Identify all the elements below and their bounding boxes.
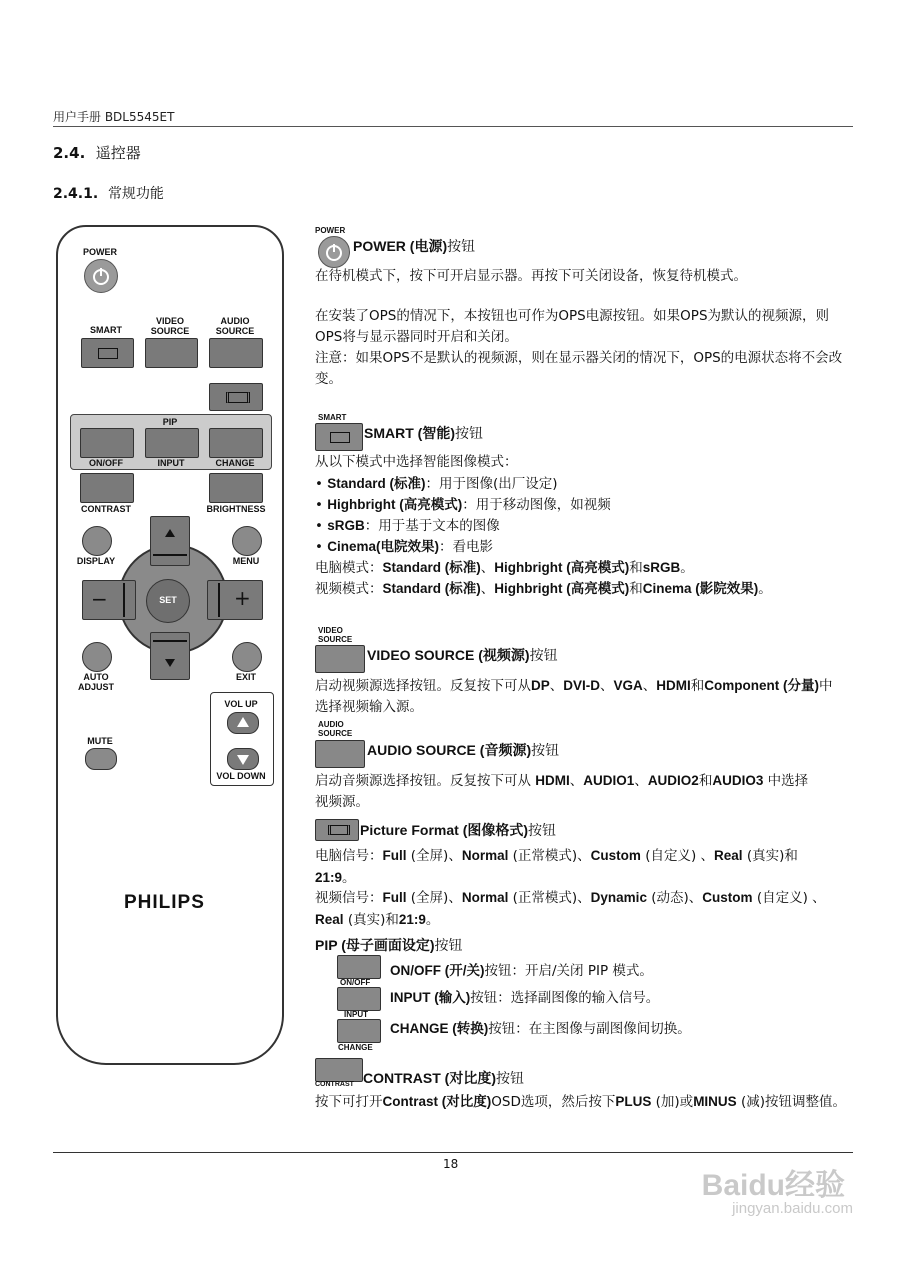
pip-onoff-desc — [390, 960, 850, 982]
remote-power-button[interactable] — [84, 259, 118, 293]
pip-title — [315, 935, 463, 955]
v-s4: HDMI — [656, 678, 691, 693]
remote-pip-onoff-button[interactable] — [80, 428, 134, 458]
pip-input-title: INPUT (输入) — [390, 990, 471, 1005]
v-and: 和 — [690, 678, 705, 694]
v-t2: 中选择视频输入源。 — [315, 678, 833, 715]
c-t3: (加)或 — [651, 1094, 694, 1110]
audio-icon-caption: AUDIO SOURCE — [318, 720, 353, 738]
p-v-3t: (动态)、 — [646, 890, 703, 906]
power-p2: 在安装了OPS的情况下，本按钮也可作为OPS电源按钮。如果OPS为默认的视频源，则OPS将与显示器同时开启和关闭。 — [315, 308, 830, 345]
pip-change-text: 按钮：在主图像与副图像间切换。 — [488, 1021, 691, 1037]
remote-set-button[interactable] — [146, 579, 190, 623]
contrast-icon-caption: CONTRAST — [315, 1081, 354, 1088]
contrast-sec-icon — [315, 1058, 363, 1082]
c-t2: OSD选项，然后按下 — [491, 1094, 616, 1110]
picture-title — [360, 820, 556, 840]
remote-audio-source-label: AUDIO SOURCE — [215, 316, 255, 336]
a-c1: 、 — [569, 773, 584, 789]
vid-a: Standard (标准) — [382, 581, 481, 596]
power-p3: 注意：如果OPS不是默认的视频源，则在显示器关闭的情况下，OPS的电源状态将不会改变。 — [315, 350, 843, 387]
remote-brightness-button[interactable] — [209, 473, 263, 503]
picture-title-suffix: 按钮 — [528, 822, 557, 838]
picture-format-icon — [226, 392, 250, 403]
p-pc-4t: (真实)和 — [742, 848, 798, 864]
smart-sec-icon — [315, 423, 363, 451]
pip-input-icon — [337, 987, 381, 1011]
v-c2: 、 — [600, 678, 614, 694]
pc-c: sRGB — [642, 560, 681, 575]
p-v-end: 。 — [425, 912, 440, 928]
b2-bold: Highbright (高亮模式) — [327, 497, 463, 512]
p-v-5t: (真实)和 — [343, 912, 399, 928]
p-pc-1t: (全屏)、 — [406, 848, 462, 864]
remote-picture-format-button[interactable] — [209, 383, 263, 411]
p-v-1t: (全屏)、 — [406, 890, 462, 906]
remote-mute-button[interactable] — [85, 748, 117, 770]
picture-video — [315, 887, 840, 931]
smart-intro: 从以下模式中选择智能图像模式： — [315, 454, 518, 470]
power-icon — [85, 260, 117, 292]
remote-onoff-label: ON/OFF — [89, 458, 123, 468]
power-sec-icon — [318, 236, 350, 268]
plus-glyph: + — [234, 586, 251, 610]
p-pc-5: 21:9 — [315, 870, 343, 885]
remote-vol-up-button[interactable] — [227, 712, 259, 734]
remote-plus-button[interactable] — [207, 580, 263, 620]
v-s2: DVI-D — [563, 678, 601, 693]
video-title-text: VIDEO SOURCE (视频源) — [367, 647, 530, 663]
vid-sep: 、 — [480, 581, 495, 597]
p-v-2t: (正常模式)、 — [508, 890, 591, 906]
p-v-6: 21:9 — [398, 912, 426, 927]
remote-auto-adjust-label: AUTO ADJUST — [77, 672, 114, 692]
remote-vol-down-button[interactable] — [227, 748, 259, 770]
b1-text: ：用于图像(出厂设定) — [425, 476, 558, 492]
audio-desc — [315, 770, 815, 813]
vol-up-icon — [228, 713, 258, 733]
remote-change-label: CHANGE — [215, 458, 255, 468]
remote-smart-button[interactable] — [81, 338, 134, 368]
remote-pip-input-button[interactable] — [145, 428, 199, 458]
vid-and: 和 — [629, 581, 643, 597]
p-v-2: Normal — [461, 890, 509, 905]
pip-change-icon — [337, 1019, 381, 1043]
vol-down-icon — [228, 749, 258, 769]
remote-mute-label: MUTE — [87, 736, 113, 746]
v-c3: 、 — [642, 678, 657, 694]
pc-and: 和 — [629, 560, 643, 576]
smart-bullet-1: • Standard (标准)：用于图像(出厂设定) — [315, 476, 558, 492]
smart-bullet-2: • Highbright (高亮模式)：用于移动图像，如视频 — [315, 497, 611, 513]
smart-video-mode — [315, 578, 835, 600]
v-s5: Component (分量) — [704, 678, 820, 693]
p-v-4: Custom — [702, 890, 753, 905]
pip-onoff-title: ON/OFF (开/关) — [390, 963, 485, 978]
smart-title-text: SMART (智能) — [364, 425, 455, 441]
remote-vol-down-label: VOL DOWN — [216, 771, 266, 781]
remote-input-label: INPUT — [157, 458, 185, 468]
remote-up-button[interactable] — [150, 516, 190, 566]
power-p1: 在待机模式下，按下可开启显示器。再按下可关闭设备，恢复待机模式。 — [315, 268, 747, 284]
p-pc-2: Normal — [461, 848, 509, 863]
remote-pip-change-button[interactable] — [209, 428, 263, 458]
a-and: 和 — [698, 773, 713, 789]
audio-title — [367, 740, 559, 760]
remote-display-button[interactable] — [82, 526, 112, 556]
remote-brightness-label: BRIGHTNESS — [206, 504, 266, 514]
remote-minus-button[interactable] — [82, 580, 136, 620]
b3-bold: sRGB — [327, 518, 365, 533]
remote-exit-button[interactable] — [232, 642, 262, 672]
b1-bold: Standard (标准) — [327, 476, 426, 491]
power-title-text: POWER (电源) — [353, 238, 448, 254]
manual-header: 用户手册 BDL5545ET — [53, 110, 175, 124]
vid-lead: 视频模式： — [315, 581, 383, 597]
vid-c: Cinema (影院效果) — [642, 581, 759, 596]
subsection-number: 2.4.1. — [53, 186, 99, 202]
footer-divider — [53, 1152, 853, 1153]
p-pc-end: 。 — [342, 870, 356, 886]
pip-input-text: 按钮：选择副图像的输入信号。 — [470, 990, 660, 1006]
contrast-title — [363, 1068, 524, 1088]
remote-exit-label: EXIT — [235, 672, 256, 682]
set-label: SET — [159, 595, 177, 605]
pip-change-desc — [390, 1018, 850, 1040]
c-s1: Contrast (对比度) — [382, 1094, 492, 1109]
p-v-5: Real — [315, 912, 344, 927]
minus-divider — [123, 583, 125, 617]
plus-divider — [218, 583, 220, 617]
audio-title-text: AUDIO SOURCE (音频源) — [367, 742, 532, 758]
remote-vol-up-label: VOL UP — [224, 699, 258, 709]
c-t4: (减)按钮调整值。 — [736, 1094, 847, 1110]
a-s3: AUDIO2 — [647, 773, 699, 788]
remote-video-source-button[interactable] — [145, 338, 198, 368]
remote-down-button[interactable] — [150, 632, 190, 680]
minus-glyph: − — [91, 587, 108, 611]
b4-bold: Cinema(电院效果) — [327, 539, 440, 554]
v-c1: 、 — [549, 678, 564, 694]
power-title — [353, 236, 475, 256]
vid-b: Highbright (高亮模式) — [494, 581, 630, 596]
contrast-title-text: CONTRAST (对比度) — [363, 1070, 496, 1086]
smart-bullet-3: • sRGB：用于基于文本的图像 — [315, 518, 500, 534]
down-arrow-icon — [151, 633, 189, 679]
contrast-desc — [315, 1091, 860, 1113]
power-icon-caption: POWER — [315, 226, 346, 235]
remote-menu-label: MENU — [232, 556, 260, 566]
v-s3: VGA — [613, 678, 643, 693]
smart-bullet-4: • Cinema(电院效果)：看电影 — [315, 539, 494, 555]
picture-title-text: Picture Format (图像格式) — [360, 822, 529, 838]
picture-format-icon — [328, 825, 350, 835]
pc-lead: 电脑模式： — [315, 560, 383, 576]
pip-title-text: PIP (母子画面设定) — [315, 937, 435, 953]
smart-icon — [98, 348, 118, 359]
b3-text: ：用于基于文本的图像 — [364, 518, 500, 534]
p-pc-lead: 电脑信号： — [315, 848, 383, 864]
p-v-1: Full — [382, 890, 407, 905]
remote-menu-button[interactable] — [232, 526, 262, 556]
section-title: 遥控器 — [95, 144, 141, 162]
remote-power-label: POWER — [82, 247, 117, 257]
picture-sec-icon — [315, 819, 359, 841]
video-icon-caption: VIDEO SOURCE — [318, 626, 353, 644]
c-s2: PLUS — [615, 1094, 652, 1109]
pip-title-suffix: 按钮 — [434, 937, 463, 953]
p-pc-3t: (自定义) 、 — [640, 848, 715, 864]
p-v-3: Dynamic — [590, 890, 647, 905]
p-pc-4: Real — [714, 848, 743, 863]
remote-audio-source-button[interactable] — [209, 338, 263, 368]
remote-display-label: DISPLAY — [76, 556, 116, 566]
pip-onoff-text: 按钮：开启/关闭 PIP 模式。 — [484, 963, 653, 979]
contrast-title-suffix: 按钮 — [496, 1070, 524, 1086]
a-c2: 、 — [634, 773, 648, 789]
remote-auto-adjust-button[interactable] — [82, 642, 112, 672]
pc-end: 。 — [680, 560, 694, 576]
watermark-url: jingyan.baidu.com — [732, 1200, 853, 1217]
a-t1: 启动音频源选择按钮。反复按下可从 — [315, 773, 536, 789]
p-pc-3: Custom — [590, 848, 641, 863]
remote-video-source-label: VIDEO SOURCE — [150, 316, 190, 336]
up-arrow-icon — [151, 517, 189, 565]
smart-title — [364, 423, 483, 443]
a-t2: 中选择视频源。 — [315, 773, 809, 810]
page-number: 18 — [443, 1157, 459, 1171]
p-v-lead: 视频信号： — [315, 890, 383, 906]
remote-smart-label: SMART — [90, 325, 122, 335]
section-heading — [53, 142, 141, 163]
audio-sec-icon — [315, 740, 365, 768]
pip-change-caption: CHANGE — [338, 1043, 373, 1052]
pc-sep: 、 — [480, 560, 495, 576]
smart-icon — [330, 432, 350, 443]
video-desc — [315, 675, 835, 718]
philips-logo: PHILIPS — [124, 892, 205, 913]
section-number: 2.4. — [53, 144, 86, 162]
smart-title-suffix: 按钮 — [455, 425, 483, 441]
pip-change-title: CHANGE (转换) — [390, 1021, 489, 1036]
audio-title-suffix: 按钮 — [531, 742, 560, 758]
video-sec-icon — [315, 645, 365, 673]
watermark-logo: Baidu经验 — [701, 1169, 845, 1202]
pip-onoff-icon — [337, 955, 381, 979]
c-s3: MINUS — [693, 1094, 737, 1109]
c-t1: 按下可打开 — [315, 1094, 383, 1110]
subsection-title: 常规功能 — [107, 186, 164, 202]
v-s1: DP — [531, 678, 550, 693]
power-icon — [319, 237, 349, 267]
a-s2: AUDIO1 — [583, 773, 635, 788]
video-title-suffix: 按钮 — [529, 647, 558, 663]
picture-pc — [315, 845, 835, 889]
pc-b: Highbright (高亮模式) — [494, 560, 630, 575]
b2-text: ：用于移动图像，如视频 — [462, 497, 611, 513]
v-t1: 启动视频源选择按钮。反复按下可从 — [315, 678, 531, 694]
p-v-4t: (自定义) 、 — [752, 890, 826, 906]
smart-pc-mode — [315, 557, 863, 579]
remote-pip-label: PIP — [162, 417, 178, 427]
a-s1: HDMI — [535, 773, 570, 788]
p-pc-1: Full — [382, 848, 407, 863]
pip-input-caption: INPUT — [344, 1010, 368, 1019]
power-title-suffix: 按钮 — [447, 238, 476, 254]
pip-input-desc — [390, 987, 850, 1009]
pip-onoff-caption: ON/OFF — [340, 978, 371, 987]
b4-text: ：看电影 — [439, 539, 494, 555]
remote-contrast-label: CONTRAST — [81, 504, 131, 514]
video-title — [367, 645, 558, 665]
subsection-heading — [53, 183, 164, 203]
smart-icon-caption: SMART — [318, 413, 347, 422]
pc-a: Standard (标准) — [382, 560, 481, 575]
p-pc-2t: (正常模式)、 — [508, 848, 591, 864]
a-s4: AUDIO3 — [712, 773, 764, 788]
vid-end: 。 — [758, 581, 772, 597]
remote-contrast-button[interactable] — [80, 473, 134, 503]
header-divider — [53, 126, 853, 127]
